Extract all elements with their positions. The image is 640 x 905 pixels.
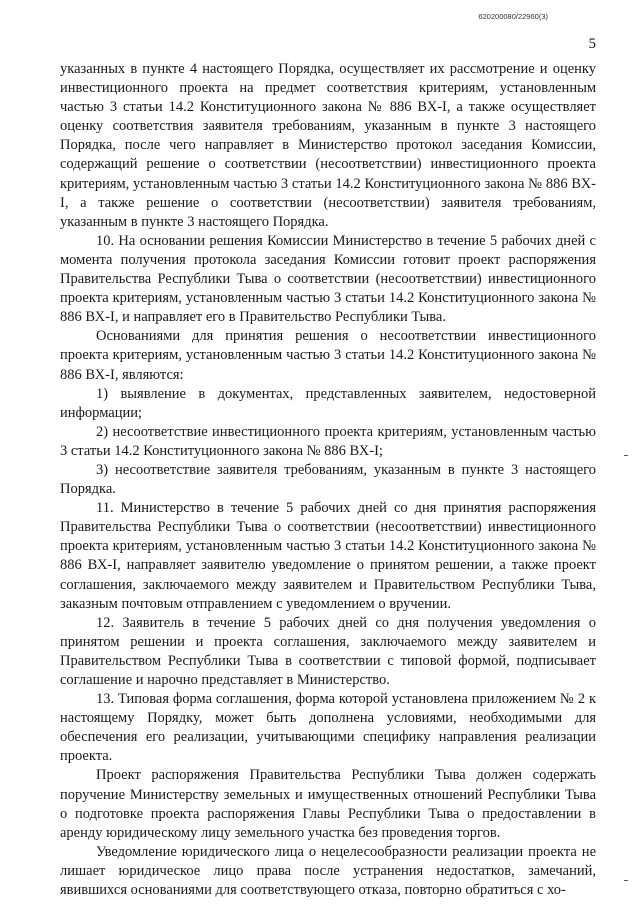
list-item: 3) несоответствие заявителя требованиям, указанным в пункте 3 настоящего Порядка. bbox=[60, 461, 596, 498]
paragraph-item-13: 13. Типовая форма соглашения, форма которой установлена приложением № 2 к настоящему Порядку, может быть дополнена условиями, необходимыми для обеспечения его реализации, учитывающими специфику направления реализации проекта. bbox=[60, 691, 596, 765]
paragraph-notification: Уведомление юридического лица о нецелесообразности реализации проекта не лишает юридическое лицо права после устранения недостатков, замечаний, явившихся основаниями для соответствующего отказа, повторно обратиться с хо- bbox=[60, 843, 596, 899]
margin-mark bbox=[624, 455, 628, 456]
page-number: 5 bbox=[588, 36, 596, 52]
margin-mark bbox=[624, 880, 628, 881]
paragraph-continuation: указанных в пункте 4 настоящего Порядка, осуществляет их рассмотрение и оценку инвестиционного проекта на предмет соответствия критериям, установленным частью 3 статьи 14.2 Конституционного закона № 886 ВХ-I, а также осуществляет оценку соответствия заявителя требованиям, указанным в пункте 3 настоящего Порядка, после чего направляет в Министерство протокол заседания Комиссии, содержащий решение о соответствии (несоответствии) инвестиционного проекта критериям, установленным частью 3 статьи 14.2 Конституционного закона № 886 ВХ-I, а также решение о соответствии (несоответствии) заявителя требованиям, указанным в пункте 3 настоящего Порядка. bbox=[60, 61, 596, 230]
paragraph-item-12: 12. Заявитель в течение 5 рабочих дней со дня получения уведомления о принятом решении и проекта соглашения, заключаемого между заявителем и Правительством Республики Тыва в соответствии с типовой формой, подписывает соглашение и нарочно представляет в Министерство. bbox=[60, 614, 596, 688]
list-item: 1) выявление в документах, представленных заявителем, недостоверной информации; bbox=[60, 385, 596, 421]
paragraph-item-10: 10. На основании решения Комиссии Министерство в течение 5 рабочих дней с момента получения протокола заседания Комиссии готовит проект распоряжения Правительства Республики Тыва о соответствии (несоответствии) инвестиционного проекта критериям, установленным частью 3 статьи 14.2 Конституционного закона № 886 ВХ-I, и направляет его в Правительство Республики Тыва. bbox=[60, 232, 596, 326]
document-code: 620200080/22960(3) bbox=[478, 12, 548, 21]
paragraph-item-11: 11. Министерство в течение 5 рабочих дней со дня принятия распоряжения Правительства Республики Тыва о соответствии (несоответствии) инвестиционного проекта критериям, установленным частью 3 статьи 14.2 Конституционного закона № 886 ВХ-I, направляет заявителю уведомление о принятом решении, а также проект соглашения, заключаемого между заявителем и Правительством Республики Тыва, заказным почтовым отправлением с уведомлением о вручении. bbox=[60, 500, 596, 612]
paragraph-grounds: Основаниями для принятия решения о несоответствии инвестиционного проекта критериям, установленным частью 3 статьи 14.2 Конституционного закона № 886 ВХ-I, являются: bbox=[60, 328, 596, 383]
paragraph-draft-order: Проект распоряжения Правительства Республики Тыва должен содержать поручение Министерству земельных и имущественных отношений Республики Тыва о подготовке проекта распоряжения Главы Республики Тыва о предоставлении в аренду юридическому лицу земельного участка без проведения торгов. bbox=[60, 767, 596, 841]
list-item: 2) несоответствие инвестиционного проекта критериям, установленным частью 3 статьи 14.2 Конституционного закона № 886 ВХ-I; bbox=[60, 423, 596, 459]
document-body bbox=[60, 60, 596, 900]
